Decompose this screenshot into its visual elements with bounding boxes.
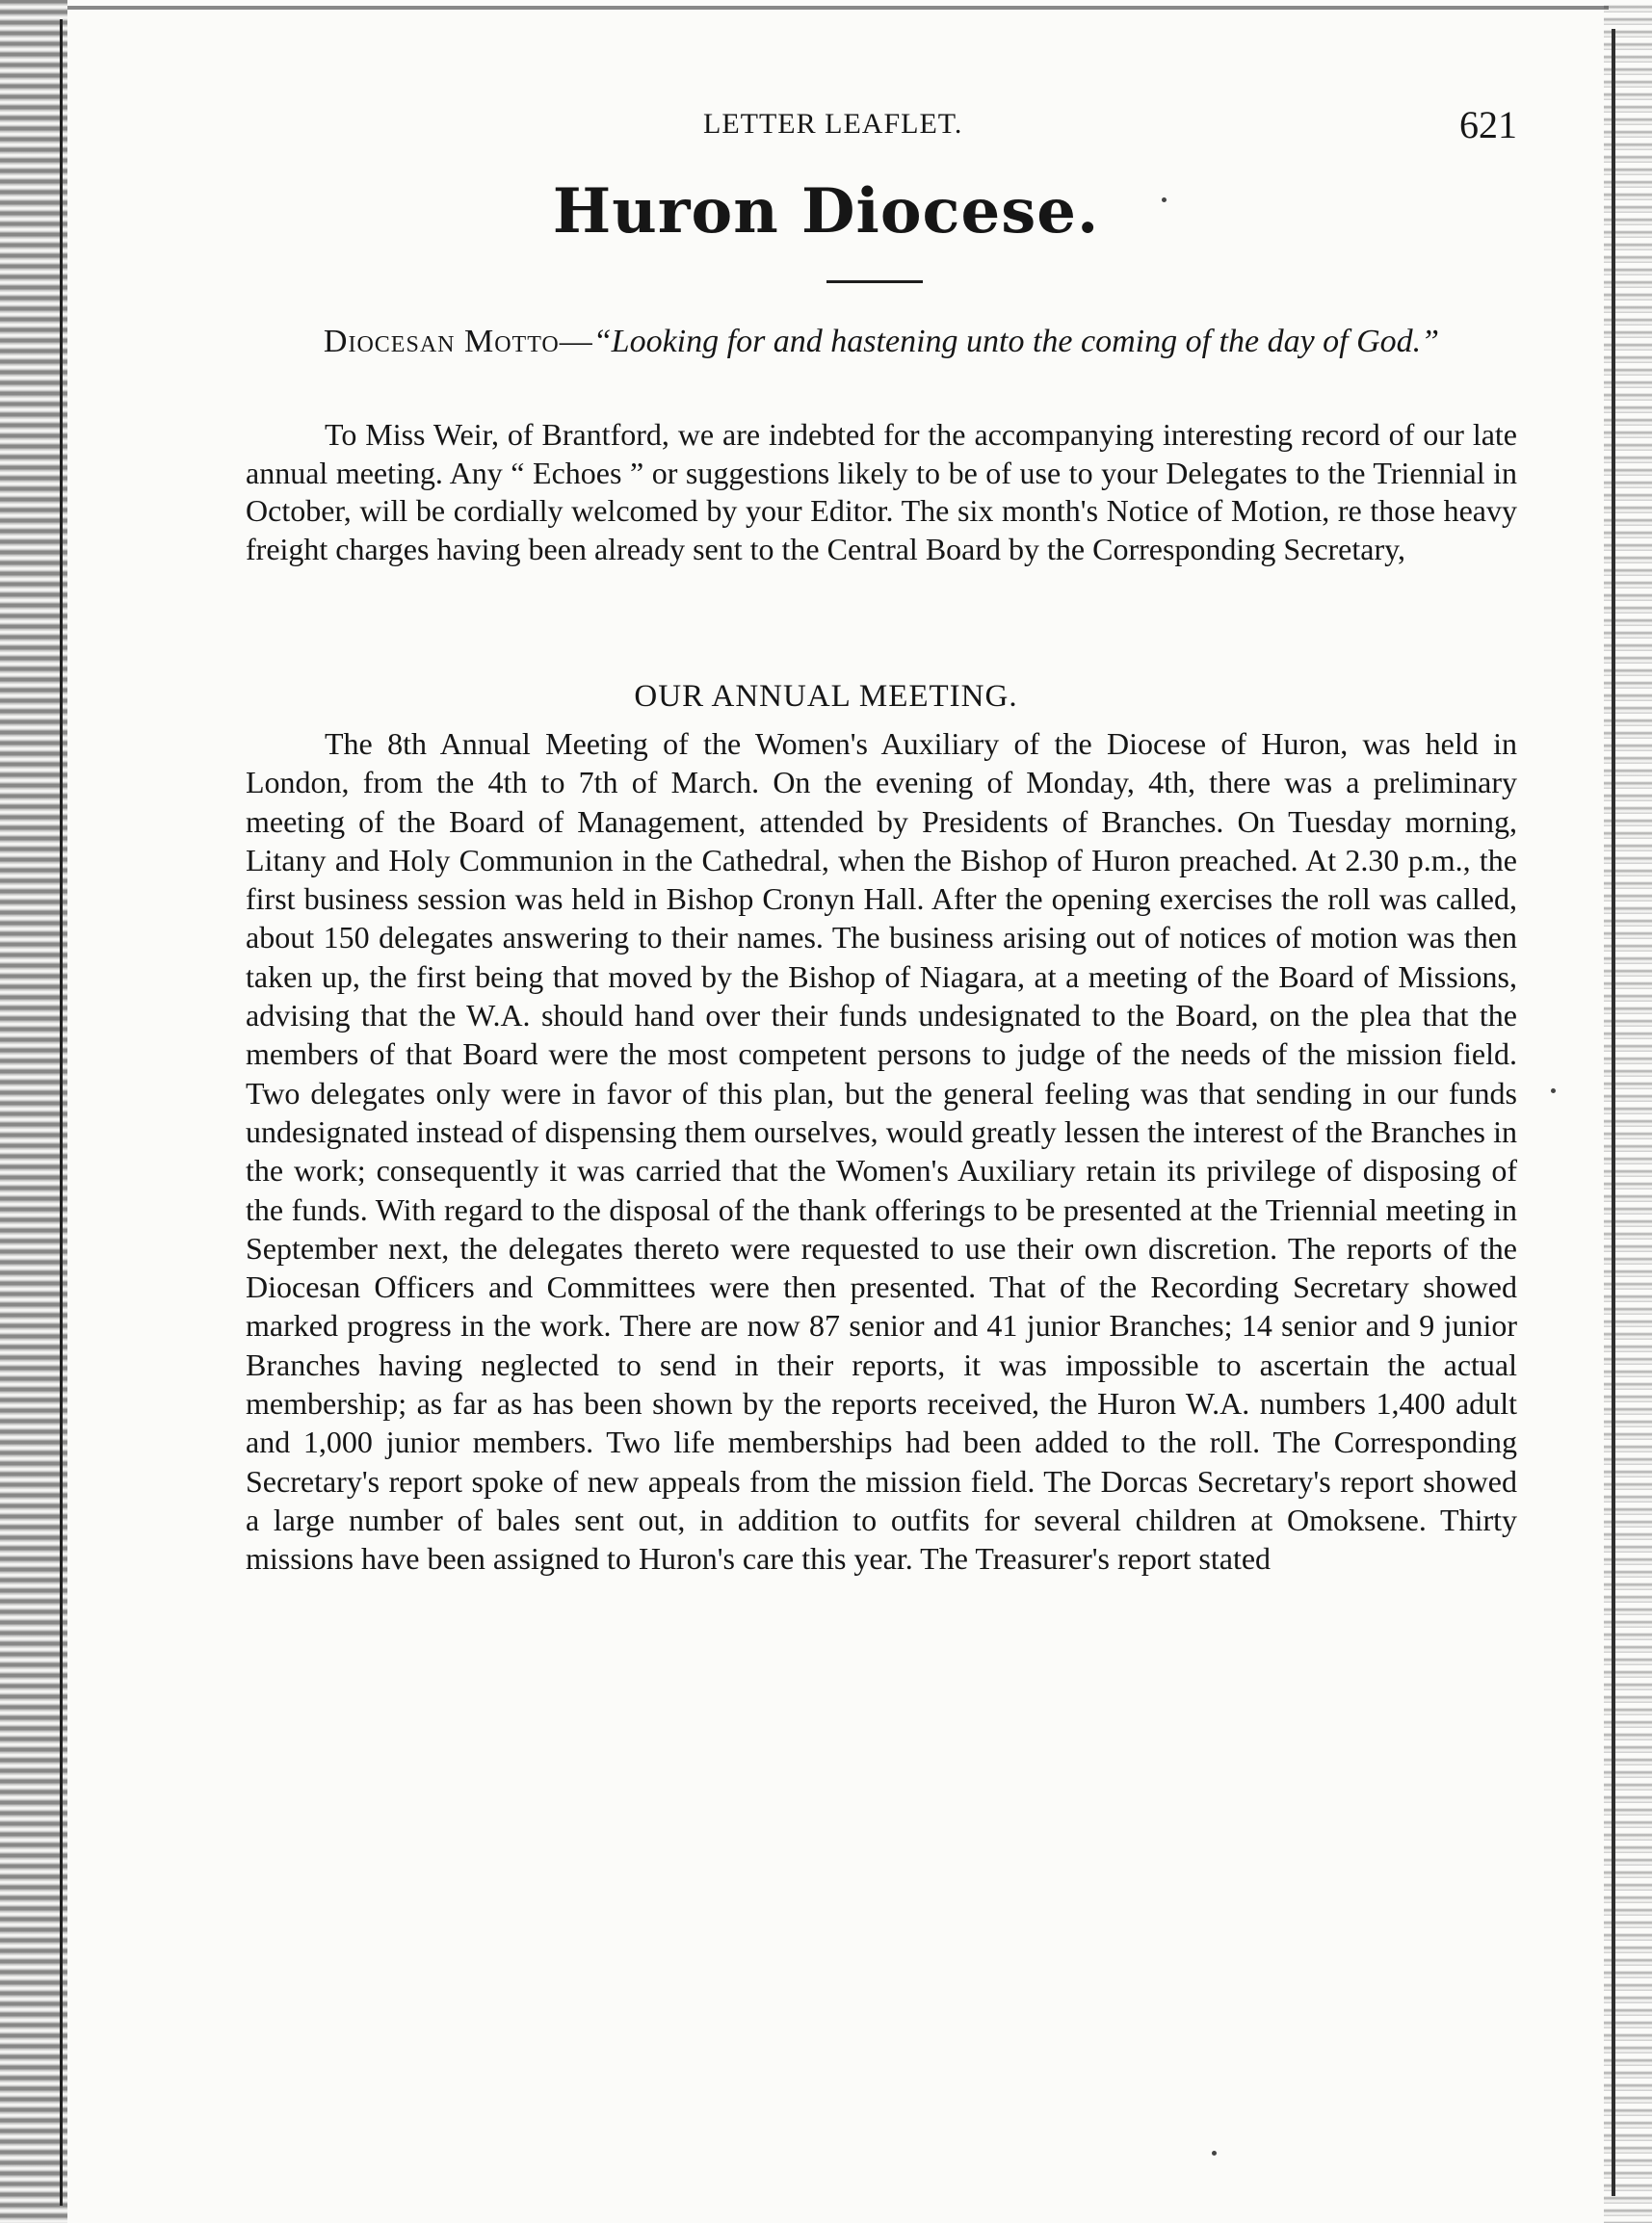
scan-edge-right-line xyxy=(1612,29,1615,2196)
running-title: LETTER LEAFLET. xyxy=(703,108,963,140)
page-title: Huron Diocese. xyxy=(552,175,1100,248)
scan-speck xyxy=(1162,197,1167,202)
scan-edge-left-line xyxy=(60,19,63,2206)
motto-label: Diocesan Motto— xyxy=(323,324,593,359)
diocesan-motto xyxy=(246,324,1517,360)
scan-edge-top xyxy=(67,6,1609,10)
title-divider xyxy=(826,280,923,283)
scan-speck xyxy=(1212,2151,1217,2156)
page-number: 621 xyxy=(1459,103,1517,146)
scan-edge-left xyxy=(0,0,67,2223)
motto-text: “Looking for and hastening unto the coming of the day of God.” xyxy=(592,324,1440,359)
meeting-report-paragraph: The 8th Annual Meeting of the Women's Auxiliary of the Diocese of Huron, was held in London, from the 4th to 7th of March. On the evening of Monday, 4th, there was a preliminary meeting of the Board of Management, attended by Presidents of Branches. On Tuesday morning, Litany and Holy Communion in the Cathedral, when the Bishop of Huron preached. At 2.30 p.m., the first business session was held in Bishop Cronyn Hall. After the opening exercises the roll was called, about 150 delegates answering to their names. The business arising out of notices of motion was then taken up, the first being that moved by the Bishop of Niagara, at a meeting of the Board of Missions, advising that the W.A. should hand over their funds undesignated to the Board, on the plea that the members of that Board were the most competent persons to judge of the needs of the mission field. Two delegates only were in favor of this plan, but the general feeling was that sending in our funds undesignated instead of dispensing them ourselves, would greatly lessen the interest of the Branches in the work; consequently it was carried that the Women's Auxiliary retain its privilege of disposing of the funds. With regard to the disposal of the thank offerings to be presented at the Triennial meeting in September next, the delegates thereto were requested to use their own discretion. The reports of the Diocesan Officers and Committees were then presented. That of the Recording Secretary showed marked progress in the work. There are now 87 senior and 41 junior Branches; 14 senior and 9 junior Branches having neglected to send in their reports, it was impossible to ascertain the actual membership; as far as has been shown by the reports received, the Huron W.A. numbers 1,400 adult and 1,000 junior members. Two life memberships had been added to the roll. The Corresponding Secretary's report spoke of new appeals from the mission field. The Dorcas Secretary's report showed a large number of bales sent out, in addition to outfits for several children at Omoksene. Thirty missions have been assigned to Huron's care this year. The Treasurer's report stated xyxy=(246,726,1517,1577)
scan-speck xyxy=(1551,1088,1556,1093)
intro-paragraph: To Miss Weir, of Brantford, we are indebted for the accompanying interesting record of our late annual meeting. Any “ Echoes ” or suggestions likely to be of use to your Delegates to the Triennial in October, will be cordially welcomed by your Editor. The six month's Notice of Motion, re those heavy freight charges having been already sent to the Central Board by the Corresponding Secretary, xyxy=(246,417,1517,566)
section-heading: OUR ANNUAL MEETING. xyxy=(634,679,1018,714)
running-header xyxy=(246,103,1517,156)
